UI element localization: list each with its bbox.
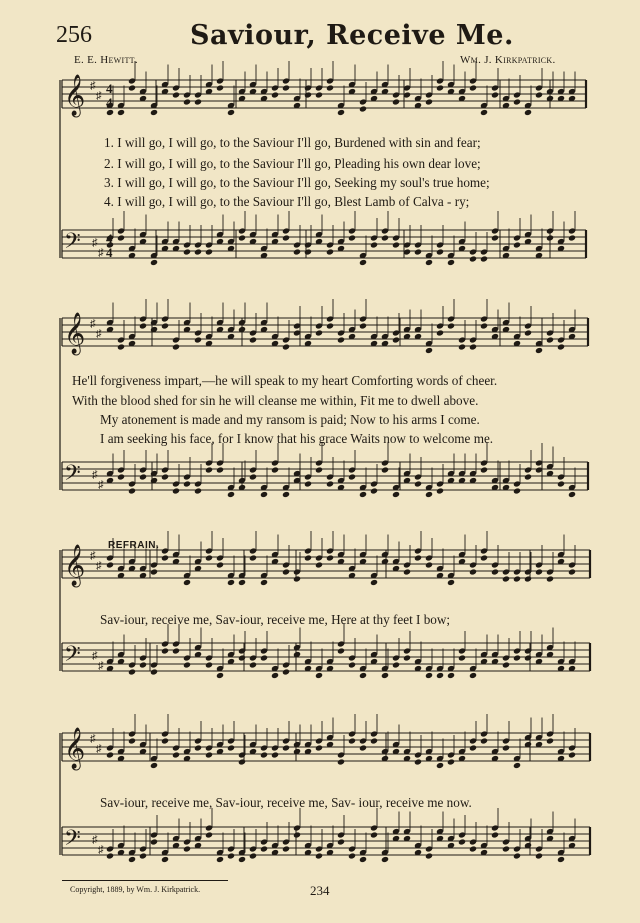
treble-note [282, 744, 290, 751]
bass-note [414, 248, 422, 255]
bass-note [150, 838, 158, 845]
bass-note [183, 248, 191, 255]
bass-note [249, 852, 257, 859]
treble-note [480, 109, 488, 116]
treble-note [282, 568, 290, 575]
treble-note [249, 554, 257, 561]
treble-note [425, 561, 433, 568]
bass-note [315, 672, 323, 679]
bass-note [249, 661, 257, 668]
treble-note [359, 322, 367, 329]
treble-clef-icon: 𝄞 [64, 545, 86, 586]
bass-note [557, 480, 565, 487]
bass-note [381, 672, 389, 679]
bass-clef-icon: 𝄢 [64, 826, 81, 856]
treble-note [172, 91, 180, 98]
bass-note [205, 661, 213, 668]
treble-note [458, 343, 466, 350]
bass-note [381, 466, 389, 473]
bass-note [359, 491, 367, 498]
treble-note [183, 98, 191, 105]
refrain-lyric-1: Sav-iour, receive me, Sav-iour, receive me, Here at thy feet I bow; [100, 612, 451, 627]
treble-note [194, 744, 202, 751]
treble-note [106, 561, 114, 568]
treble-note [348, 737, 356, 744]
treble-note [502, 744, 510, 751]
bass-note [161, 856, 169, 863]
treble-note [315, 91, 323, 98]
bass-note [524, 473, 532, 480]
bass-note [370, 831, 378, 838]
treble-note [205, 554, 213, 561]
bass-note [161, 647, 169, 654]
treble-note [216, 84, 224, 91]
treble-note [216, 561, 224, 568]
treble-note [326, 554, 334, 561]
bass-note [359, 672, 367, 679]
bass-clef-icon: 𝄢 [64, 461, 81, 491]
bass-note [260, 654, 268, 661]
treble-note [128, 84, 136, 91]
verse-3-line-2: My atonement is made and my ransom is paid; Now to his arms I come. [100, 412, 480, 427]
treble-note [480, 737, 488, 744]
treble-note [337, 336, 345, 343]
page-number: 234 [310, 883, 330, 898]
treble-note [282, 84, 290, 91]
treble-note [238, 579, 246, 586]
treble-note [172, 751, 180, 758]
time-signature-bottom: 4 [106, 245, 113, 260]
treble-note [282, 343, 290, 350]
refrain-lyric-2: Sav-iour, receive me, Sav-iour, receive me, Sav- iour, receive me now. [100, 795, 472, 810]
verse-3-line-1: 3. I will go, I will go, to the Saviour I'll go, Seeking my soul's true home; [104, 175, 490, 190]
sharp-icon: ♯ [98, 247, 104, 259]
treble-note [436, 84, 444, 91]
treble-note [315, 329, 323, 336]
treble-note [139, 322, 147, 329]
treble-note [469, 744, 477, 751]
treble-note [359, 744, 367, 751]
bass-note [271, 672, 279, 679]
music-credit: Wm. J. Kirkpatrick. [460, 54, 556, 66]
bass-note [249, 473, 257, 480]
bass-note [128, 668, 136, 675]
treble-note [161, 322, 169, 329]
treble-note [436, 762, 444, 769]
bass-note [392, 241, 400, 248]
treble-note [414, 554, 422, 561]
treble-note [557, 343, 565, 350]
treble-note [513, 762, 521, 769]
treble-note [436, 329, 444, 336]
bass-note [238, 856, 246, 863]
treble-note [315, 744, 323, 751]
treble-note [304, 554, 312, 561]
bass-note [557, 856, 565, 863]
treble-note [447, 758, 455, 765]
treble-note [150, 762, 158, 769]
refrain-label: REFRAIN. [108, 540, 160, 551]
bass-note [216, 856, 224, 863]
sharp-icon: ♯ [90, 80, 96, 92]
bass-note [502, 661, 510, 668]
bass-note [469, 845, 477, 852]
bass-note [425, 491, 433, 498]
treble-note [469, 84, 477, 91]
treble-note [260, 579, 268, 586]
treble-note [194, 98, 202, 105]
treble-note [469, 343, 477, 350]
bass-note [458, 654, 466, 661]
bass-note [447, 259, 455, 266]
verse-1-line-1: 1. I will go, I will go, to the Saviour I'll go, Burdened with sin and fear; [104, 135, 481, 150]
bass-note [568, 234, 576, 241]
sharp-icon: ♯ [96, 743, 102, 755]
treble-clef-icon: 𝄞 [64, 728, 86, 769]
treble-note [513, 98, 521, 105]
treble-note [425, 98, 433, 105]
words-credit: E. E. Hewitt. [74, 54, 138, 66]
treble-note [227, 744, 235, 751]
bass-note [326, 480, 334, 487]
bass-note [205, 248, 213, 255]
bass-note [447, 672, 455, 679]
bass-note [458, 838, 466, 845]
bass-note [282, 845, 290, 852]
bass-note [480, 466, 488, 473]
bass-note [480, 255, 488, 262]
bass-note [469, 672, 477, 679]
bass-note [359, 856, 367, 863]
bass-note [238, 654, 246, 661]
bass-note [172, 647, 180, 654]
bass-note [139, 473, 147, 480]
treble-note [568, 568, 576, 575]
sharp-icon: ♯ [98, 660, 104, 672]
bass-note [139, 852, 147, 859]
footer-rule [62, 880, 228, 881]
treble-note [326, 84, 334, 91]
treble-note [447, 322, 455, 329]
time-signature-bottom: 4 [106, 95, 113, 110]
treble-note [183, 579, 191, 586]
treble-note [535, 91, 543, 98]
bass-note [183, 480, 191, 487]
time-signature-top: 4 [106, 81, 113, 96]
treble-note [524, 575, 532, 582]
treble-note [260, 751, 268, 758]
treble-note [403, 568, 411, 575]
treble-note [304, 91, 312, 98]
bass-note [227, 491, 235, 498]
bass-note [337, 838, 345, 845]
bass-note [172, 487, 180, 494]
bass-note [194, 248, 202, 255]
bass-note [304, 248, 312, 255]
hymn-title: Saviour, Receive Me. [190, 20, 514, 51]
sharp-icon: ♯ [90, 733, 96, 745]
bass-note [359, 259, 367, 266]
treble-note [194, 336, 202, 343]
bass-note [150, 259, 158, 266]
bass-note [469, 255, 477, 262]
bass-note [348, 852, 356, 859]
sharp-icon: ♯ [92, 834, 98, 846]
treble-note [315, 561, 323, 568]
treble-note [524, 329, 532, 336]
time-signature-top: 4 [106, 231, 113, 246]
treble-note [414, 758, 422, 765]
bass-note [315, 466, 323, 473]
bass-note [106, 852, 114, 859]
bass-note [227, 852, 235, 859]
treble-note [469, 568, 477, 575]
treble-note [535, 347, 543, 354]
bass-note [238, 234, 246, 241]
bass-note [216, 466, 224, 473]
treble-note [337, 758, 345, 765]
bass-note [128, 487, 136, 494]
sharp-icon: ♯ [92, 469, 98, 481]
verse-1-line-2: He'll forgiveness impart,—he will speak to my heart Comforting words of cheer. [72, 373, 498, 388]
bass-note [183, 661, 191, 668]
treble-note [172, 343, 180, 350]
treble-note [546, 575, 554, 582]
verse-2-line-1: 2. I will go, I will go, to the Saviour I'll go, Pleading his own dear love; [104, 156, 481, 171]
treble-note [150, 109, 158, 116]
treble-note [227, 579, 235, 586]
treble-note [161, 737, 169, 744]
bass-clef-icon: 𝄢 [64, 642, 81, 672]
bass-note [370, 487, 378, 494]
treble-note [370, 737, 378, 744]
sharp-icon: ♯ [90, 550, 96, 562]
bass-note [535, 852, 543, 859]
treble-note [359, 105, 367, 112]
bass-note [436, 672, 444, 679]
bass-note [293, 248, 301, 255]
treble-note [502, 575, 510, 582]
bass-note [139, 661, 147, 668]
bass-note [381, 234, 389, 241]
bass-note [293, 831, 301, 838]
treble-note [535, 568, 543, 575]
bass-note [150, 668, 158, 675]
treble-note [150, 568, 158, 575]
treble-note [425, 347, 433, 354]
treble-note [227, 109, 235, 116]
sharp-icon: ♯ [92, 650, 98, 662]
treble-note [271, 91, 279, 98]
treble-note [480, 554, 488, 561]
treble-note [238, 758, 246, 765]
treble-note [293, 575, 301, 582]
bass-note [282, 491, 290, 498]
treble-note [117, 109, 125, 116]
bass-note [315, 852, 323, 859]
bass-note [337, 647, 345, 654]
bass-note [348, 234, 356, 241]
bass-note [282, 668, 290, 675]
bass-clef-icon: 𝄢 [64, 229, 81, 259]
bass-note [414, 480, 422, 487]
treble-note [546, 737, 554, 744]
bass-note [348, 661, 356, 668]
sharp-icon: ♯ [98, 844, 104, 856]
bass-note [436, 248, 444, 255]
bass-note [392, 661, 400, 668]
bass-note [425, 259, 433, 266]
hymn-number: 256 [56, 22, 92, 48]
treble-clef-icon: 𝄞 [64, 75, 86, 116]
treble-note [491, 91, 499, 98]
bass-note [546, 234, 554, 241]
bass-note [194, 487, 202, 494]
bass-note [370, 241, 378, 248]
bass-note [128, 856, 136, 863]
bass-note [513, 654, 521, 661]
copyright-notice: Copyright, 1889, by Wm. J. Kirkpatrick. [70, 885, 201, 894]
bass-note [117, 234, 125, 241]
treble-note [128, 737, 136, 744]
treble-note [513, 575, 521, 582]
treble-note [568, 751, 576, 758]
bass-note [491, 234, 499, 241]
bass-note [216, 672, 224, 679]
bass-note [326, 248, 334, 255]
treble-note [205, 751, 213, 758]
bass-note [205, 466, 213, 473]
treble-note [491, 568, 499, 575]
treble-note [161, 554, 169, 561]
bass-note [282, 234, 290, 241]
treble-note [480, 322, 488, 329]
bass-note [425, 852, 433, 859]
bass-note [381, 856, 389, 863]
treble-note [117, 343, 125, 350]
bass-note [392, 491, 400, 498]
sharp-icon: ♯ [98, 479, 104, 491]
bass-note [513, 241, 521, 248]
bass-note [260, 491, 268, 498]
treble-note [447, 579, 455, 586]
verse-4-line-2: I am seeking his face, for I know that his grace Waits now to welcome me. [100, 431, 494, 446]
treble-note [106, 109, 114, 116]
treble-note [271, 751, 279, 758]
treble-note [106, 751, 114, 758]
treble-note [392, 98, 400, 105]
bass-note [403, 654, 411, 661]
treble-note [249, 336, 257, 343]
sharp-icon: ♯ [96, 90, 102, 102]
bass-note [513, 852, 521, 859]
bass-note [183, 845, 191, 852]
bass-note [524, 654, 532, 661]
bass-note [117, 473, 125, 480]
bass-note [502, 845, 510, 852]
bass-note [348, 473, 356, 480]
bass-note [491, 831, 499, 838]
bass-note [568, 491, 576, 498]
sharp-icon: ♯ [90, 318, 96, 330]
bass-note [436, 487, 444, 494]
sharp-icon: ♯ [92, 237, 98, 249]
bass-note [513, 487, 521, 494]
sharp-icon: ♯ [96, 328, 102, 340]
sharp-icon: ♯ [96, 560, 102, 572]
bass-note [425, 672, 433, 679]
treble-note [546, 336, 554, 343]
bass-note [271, 466, 279, 473]
verse-2-line-2: With the blood shed for sin he will cleanse me within, Fit me to dwell above. [72, 393, 479, 408]
treble-note [524, 109, 532, 116]
bass-note [205, 831, 213, 838]
bass-note [161, 473, 169, 480]
bass-note [304, 480, 312, 487]
bass-note [260, 845, 268, 852]
treble-clef-icon: 𝄞 [64, 313, 86, 354]
treble-note [370, 579, 378, 586]
verse-4-line-1: 4. I will go, I will go, to the Saviour I'll go, Blest Lamb of Calva - ry; [104, 194, 470, 209]
treble-note [392, 336, 400, 343]
treble-note [326, 322, 334, 329]
treble-note [337, 109, 345, 116]
